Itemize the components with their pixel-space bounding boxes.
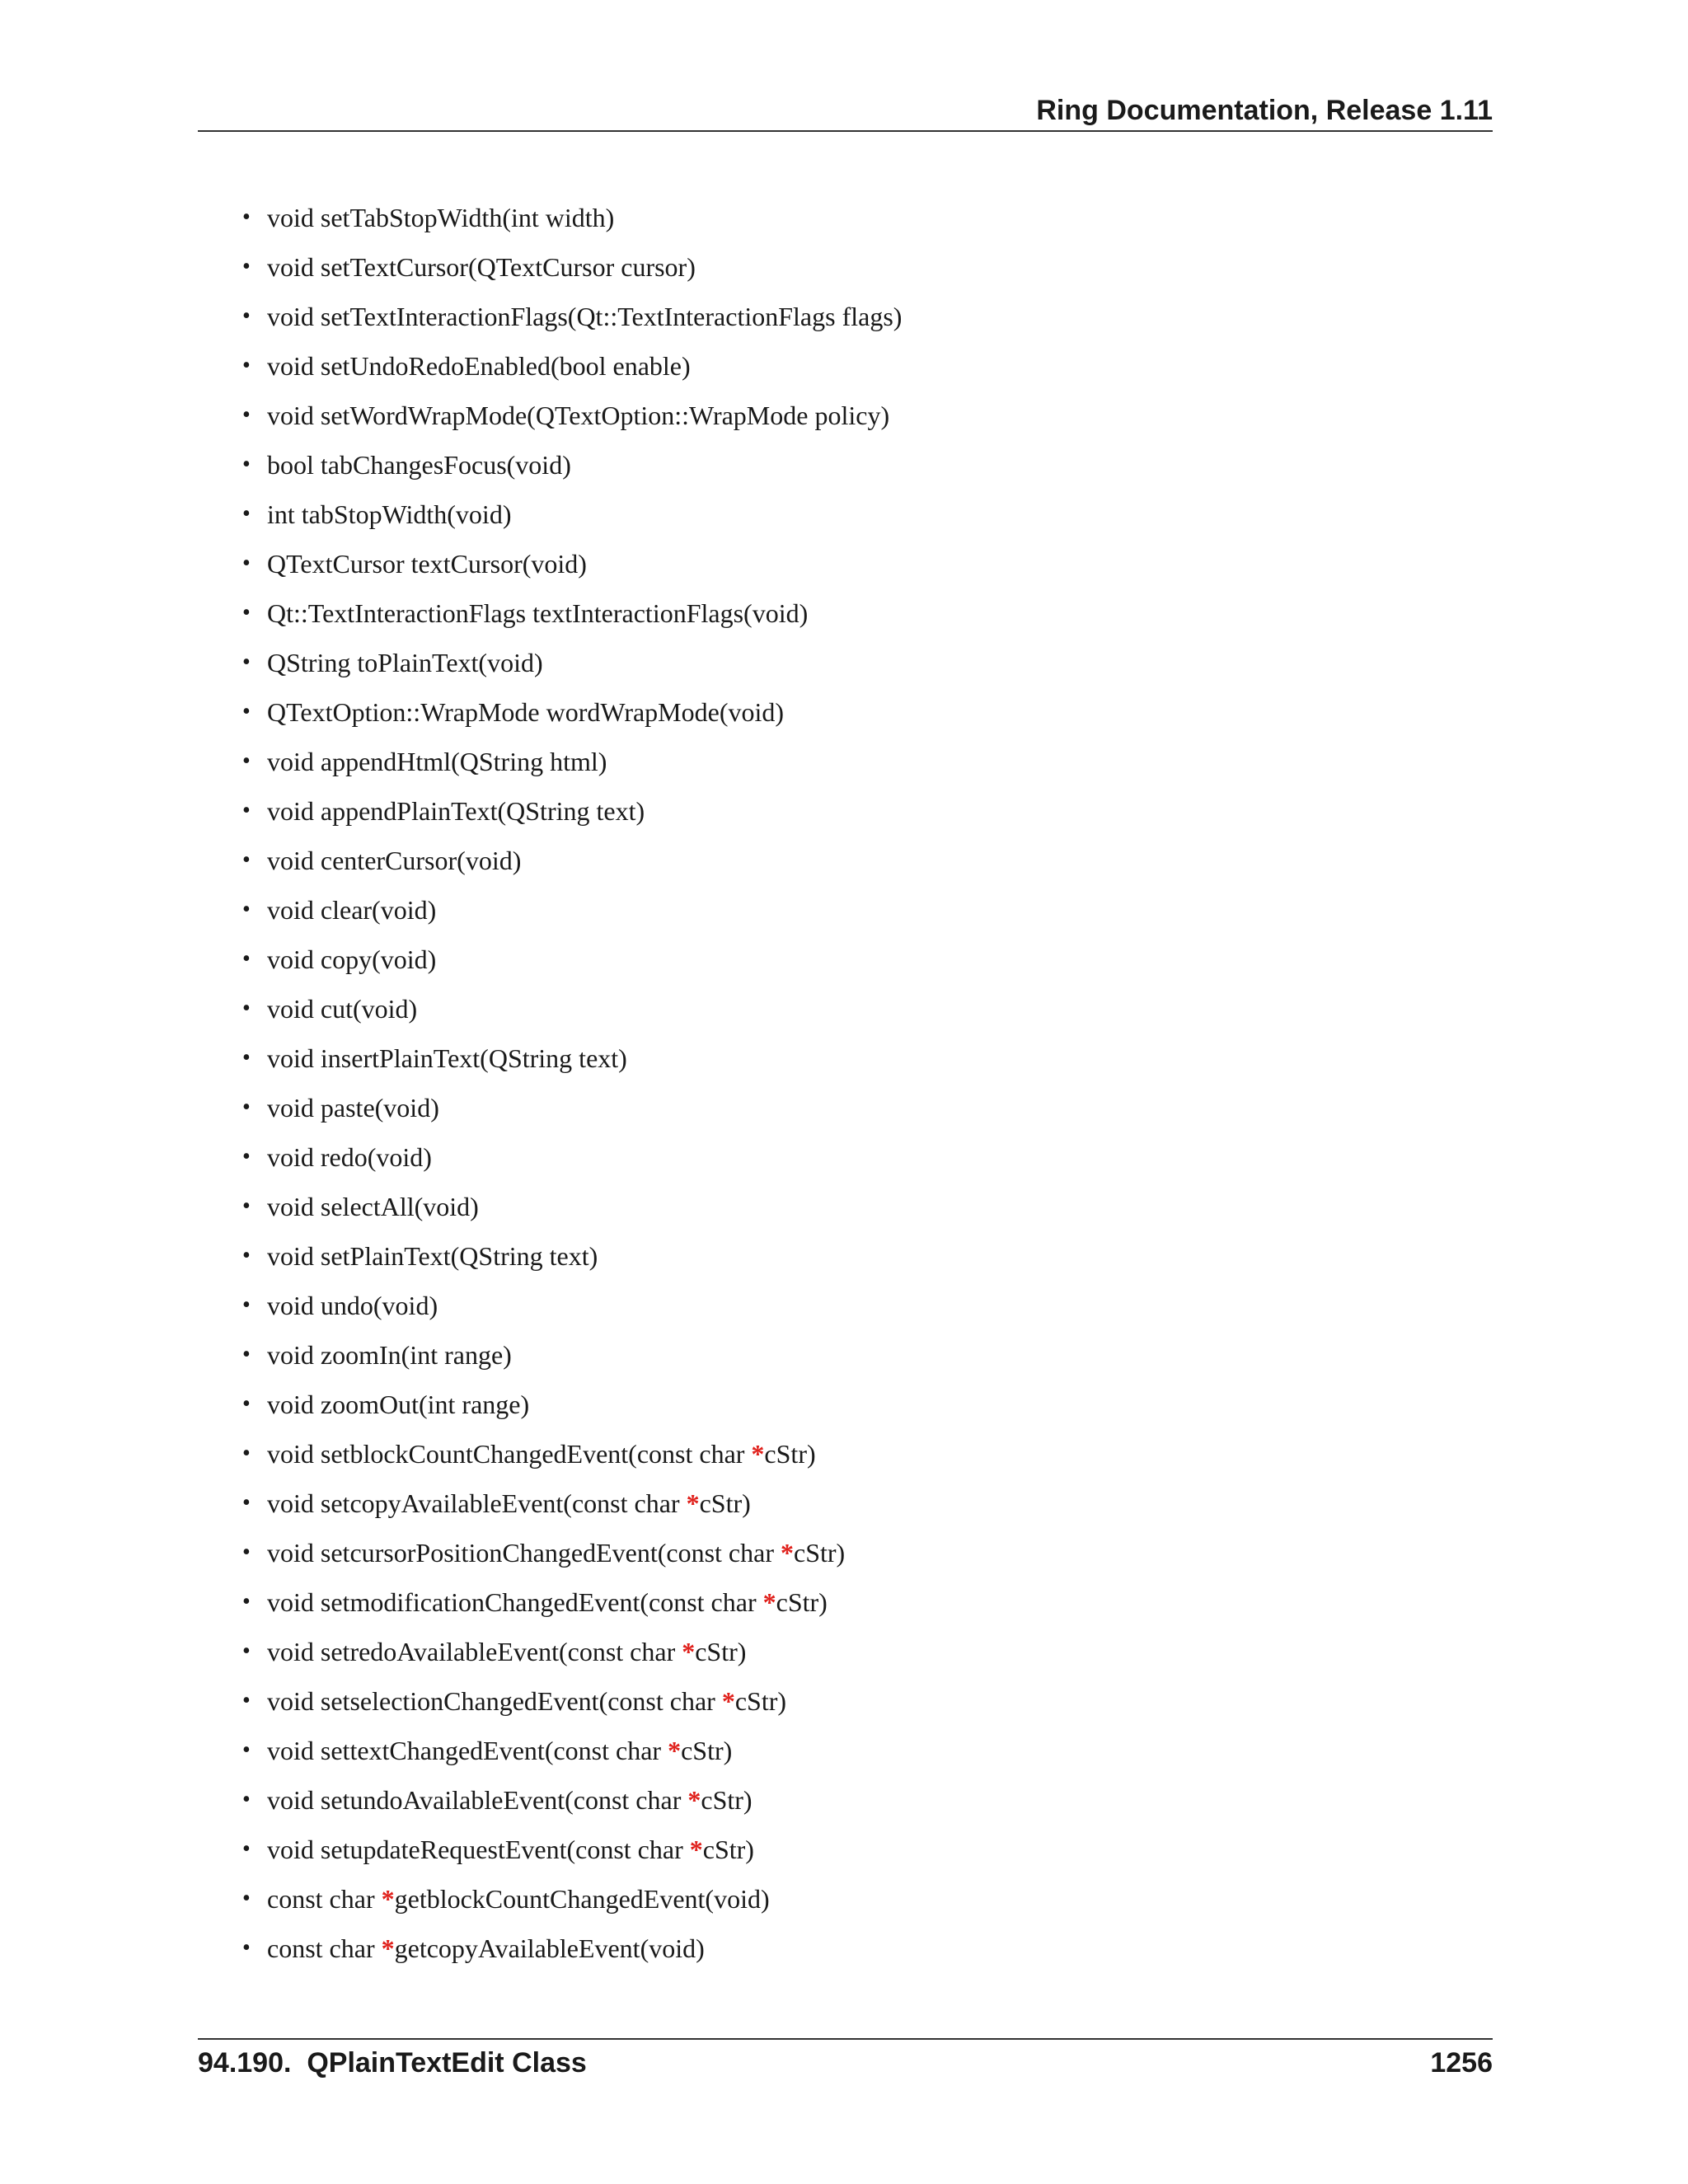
page-number: 1256 — [1430, 2047, 1493, 2079]
method-signature: void setUndoRedoEnabled(bool enable) — [267, 351, 691, 381]
pointer-asterisk: * — [686, 1488, 700, 1518]
bullet-icon: • — [242, 501, 251, 527]
method-signature: void cut(void) — [267, 994, 418, 1024]
list-item — [239, 837, 1475, 887]
list-item — [239, 936, 1475, 986]
bullet-icon: • — [242, 254, 251, 279]
method-signature: QTextCursor textCursor(void) — [267, 549, 587, 579]
method-signature: const char — [267, 1884, 382, 1914]
method-signature-rest: cStr) — [764, 1439, 816, 1469]
bullet-icon: • — [242, 798, 251, 823]
method-signature-rest: cStr) — [776, 1587, 828, 1617]
header-rule — [198, 130, 1493, 132]
method-signature-rest: cStr) — [793, 1538, 846, 1568]
bullet-icon: • — [242, 996, 251, 1021]
bullet-icon: • — [242, 1490, 251, 1516]
method-signature: void setupdateRequestEvent(const char — [267, 1835, 690, 1864]
list-item — [239, 1530, 1475, 1579]
bullet-icon: • — [242, 1737, 251, 1763]
pointer-asterisk: * — [721, 1686, 735, 1716]
list-item — [239, 738, 1475, 788]
pointer-asterisk: * — [689, 1835, 703, 1864]
method-signature: int tabStopWidth(void) — [267, 499, 512, 529]
pointer-asterisk: * — [381, 1884, 395, 1914]
list-item — [239, 1629, 1475, 1678]
list-item — [239, 1332, 1475, 1381]
pointer-asterisk: * — [687, 1785, 701, 1815]
method-signature: void redo(void) — [267, 1142, 432, 1172]
method-signature-rest: cStr) — [681, 1736, 733, 1765]
method-signature: void copy(void) — [267, 944, 437, 974]
bullet-icon: • — [242, 204, 251, 230]
method-signature: void paste(void) — [267, 1093, 439, 1122]
method-signature: void zoomIn(int range) — [267, 1340, 512, 1370]
list-item — [239, 194, 1475, 244]
list-item — [239, 1085, 1475, 1134]
pointer-asterisk: * — [668, 1736, 682, 1765]
running-header — [198, 89, 1493, 132]
list-item — [239, 1183, 1475, 1233]
bullet-icon: • — [242, 303, 251, 329]
method-signature: void setcursorPositionChangedEvent(const char — [267, 1538, 781, 1568]
list-item — [239, 491, 1475, 541]
list-item — [239, 1727, 1475, 1777]
bullet-icon: • — [242, 897, 251, 922]
method-signature: void insertPlainText(QString text) — [267, 1043, 627, 1073]
list-item — [239, 640, 1475, 689]
bullet-icon: • — [242, 1688, 251, 1713]
method-signature: void undo(void) — [267, 1291, 438, 1320]
method-signature: void setmodificationChangedEvent(const char — [267, 1587, 763, 1617]
list-item — [239, 1381, 1475, 1431]
list-item — [239, 392, 1475, 442]
method-signature: void setWordWrapMode(QTextOption::WrapMode policy) — [267, 401, 890, 430]
pointer-asterisk: * — [381, 1933, 395, 1963]
list-item — [239, 986, 1475, 1035]
method-signature: void appendPlainText(QString text) — [267, 796, 645, 826]
bullet-icon: • — [242, 1836, 251, 1862]
list-item — [239, 1579, 1475, 1629]
list-item — [239, 293, 1475, 343]
bullet-icon: • — [242, 1589, 251, 1615]
method-signature-rest: getblockCountChangedEvent(void) — [394, 1884, 770, 1914]
list-item — [239, 1282, 1475, 1332]
bullet-icon: • — [242, 402, 251, 428]
bullet-icon: • — [242, 946, 251, 972]
list-item — [239, 887, 1475, 936]
list-item — [239, 1480, 1475, 1530]
bullet-icon: • — [242, 1094, 251, 1120]
bullet-icon: • — [242, 1342, 251, 1367]
bullet-icon: • — [242, 353, 251, 378]
method-list — [239, 194, 1475, 1975]
method-signature: void setselectionChangedEvent(const char — [267, 1686, 722, 1716]
list-item — [239, 1134, 1475, 1183]
method-signature: void setTextCursor(QTextCursor cursor) — [267, 252, 696, 282]
pointer-asterisk: * — [751, 1439, 765, 1469]
list-item — [239, 1925, 1475, 1975]
list-item — [239, 1876, 1475, 1925]
bullet-icon: • — [242, 1441, 251, 1466]
bullet-icon: • — [242, 1391, 251, 1417]
pointer-asterisk: * — [780, 1538, 794, 1568]
method-signature: void clear(void) — [267, 895, 437, 925]
method-signature-rest: cStr) — [734, 1686, 787, 1716]
bullet-icon: • — [242, 551, 251, 576]
bullet-icon: • — [242, 1886, 251, 1911]
method-signature: void centerCursor(void) — [267, 846, 522, 875]
list-item — [239, 1431, 1475, 1480]
list-item — [239, 1678, 1475, 1727]
method-signature: const char — [267, 1933, 382, 1963]
bullet-icon: • — [242, 1045, 251, 1071]
bullet-icon: • — [242, 1292, 251, 1318]
method-signature-rest: getcopyAvailableEvent(void) — [394, 1933, 705, 1963]
method-signature: void selectAll(void) — [267, 1192, 479, 1221]
bullet-icon: • — [242, 1638, 251, 1664]
list-item — [239, 1035, 1475, 1085]
bullet-icon: • — [242, 748, 251, 774]
list-item — [239, 1826, 1475, 1876]
list-item — [239, 442, 1475, 491]
bullet-icon: • — [242, 600, 251, 626]
method-signature: void appendHtml(QString html) — [267, 747, 607, 776]
method-signature-rest: cStr) — [695, 1637, 747, 1666]
method-signature-rest: cStr) — [702, 1835, 754, 1864]
bullet-icon: • — [242, 1193, 251, 1219]
method-signature: void setblockCountChangedEvent(const char — [267, 1439, 752, 1469]
pointer-asterisk: * — [762, 1587, 776, 1617]
header-title: Ring Documentation, Release 1.11 — [1036, 95, 1493, 126]
method-signature: void setTabStopWidth(int width) — [267, 203, 615, 232]
list-item — [239, 343, 1475, 392]
bullet-icon: • — [242, 1787, 251, 1812]
method-signature: void zoomOut(int range) — [267, 1390, 530, 1419]
bullet-icon: • — [242, 1243, 251, 1268]
method-signature: void setTextInteractionFlags(Qt::TextInteractionFlags flags) — [267, 302, 903, 331]
method-signature: QTextOption::WrapMode wordWrapMode(void) — [267, 697, 785, 727]
list-item — [239, 590, 1475, 640]
method-signature: void setredoAvailableEvent(const char — [267, 1637, 682, 1666]
bullet-icon: • — [242, 1144, 251, 1169]
bullet-icon: • — [242, 452, 251, 477]
method-signature-rest: cStr) — [701, 1785, 753, 1815]
pointer-asterisk: * — [682, 1637, 696, 1666]
footer-section-title: 94.190. QPlainTextEdit Class — [198, 2047, 587, 2079]
method-signature: void setundoAvailableEvent(const char — [267, 1785, 688, 1815]
method-signature: QString toPlainText(void) — [267, 648, 543, 677]
bullet-icon: • — [242, 1935, 251, 1961]
method-signature: void settextChangedEvent(const char — [267, 1736, 668, 1765]
method-signature: bool tabChangesFocus(void) — [267, 450, 571, 480]
bullet-icon: • — [242, 1540, 251, 1565]
method-signature: void setPlainText(QString text) — [267, 1241, 598, 1271]
method-signature-rest: cStr) — [699, 1488, 751, 1518]
list-item — [239, 689, 1475, 738]
method-signature: Qt::TextInteractionFlags textInteractionFlags(void) — [267, 598, 809, 628]
list-item — [239, 541, 1475, 590]
bullet-icon: • — [242, 649, 251, 675]
list-item — [239, 1233, 1475, 1282]
method-signature: void setcopyAvailableEvent(const char — [267, 1488, 687, 1518]
bullet-icon: • — [242, 847, 251, 873]
list-item — [239, 1777, 1475, 1826]
footer-rule — [198, 2038, 1493, 2040]
list-item — [239, 244, 1475, 293]
list-item — [239, 788, 1475, 837]
bullet-icon: • — [242, 699, 251, 724]
